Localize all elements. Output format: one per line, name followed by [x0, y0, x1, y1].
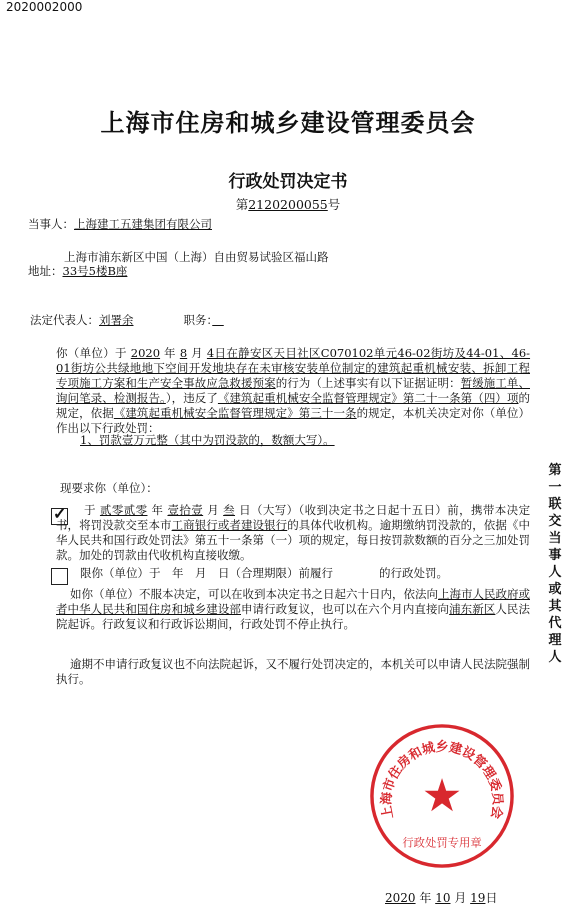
option2-text: 限你（单位）于 年 月 日（合理期限）前履行 的行政处罚。: [80, 566, 448, 580]
issue-day: 19: [470, 891, 486, 905]
para-text: 你（单位）于: [56, 346, 127, 360]
violated-law: 《建筑起重机械安全监督管理规定》第二十一条第（四）项: [217, 391, 519, 405]
para-text: 申请行政复议，也可以在六个月内直接向: [241, 602, 450, 616]
para-text: 的具体代收机构。逾期缴纳罚没款的，依据《中华人民共和国行政处罚法》第五十一条第（一）项的规定，每日按罚款数额的百分之三加处罚款。加处的罚款由代收机构直接收缴。: [56, 518, 530, 562]
requirement-heading: 现要求你（单位）：: [60, 481, 158, 495]
review-authority: 上海市人民政府或者中华人民共和国住房和城乡建设部: [56, 587, 530, 616]
decision-number-prefix: 第: [235, 197, 249, 212]
violation-day: 4日: [206, 346, 227, 360]
issue-date: [385, 889, 497, 906]
para-text: 人民法院起诉。行政复议和行政诉讼期间，行政处罚不停止执行。: [56, 602, 530, 631]
penalty-text: 1、罚款壹万元整（其中为罚没款的，数额大写）。: [80, 433, 335, 447]
position-label: 职务：: [183, 313, 213, 327]
para-text: 的规定，依据: [56, 391, 531, 420]
option2-checkbox[interactable]: [51, 566, 68, 585]
seal-ring-text: 上海市住房和城乡建设管理委员会: [379, 739, 505, 820]
option1-paragraph: [56, 503, 530, 563]
violation-act: 存在未审核安装单位制定的建筑起重机械安装、拆卸工程专项施工方案和生产安全事故应急救援预案: [56, 361, 530, 390]
legal-rep-label: 法定代表人：: [30, 313, 99, 327]
address-line2: [28, 264, 127, 279]
copy-note: 第一联 交当事人或其代理人: [548, 463, 575, 665]
pay-month: 壹拾壹: [167, 503, 204, 517]
court-district: 浦东新区: [449, 602, 496, 616]
decision-number-suffix: 号: [327, 197, 341, 212]
pay-day: 叁: [223, 503, 236, 517]
decision-number-value: 2120200055: [248, 197, 328, 212]
violation-month: 8: [179, 346, 188, 360]
legal-rep-name: 刘署余: [99, 313, 134, 327]
legal-rep-line: [30, 313, 224, 328]
para-text: 月: [207, 503, 220, 517]
para-text: 年: [151, 503, 164, 517]
issue-month: 10: [435, 891, 451, 905]
basis-law: 《建筑起重机械安全监督管理规定》第三十一条: [113, 406, 357, 420]
party-name: 上海建工五建集团有限公司: [74, 217, 212, 231]
document-title: 行政处罚决定书: [228, 172, 348, 192]
date-unit: 日: [485, 891, 498, 905]
para-text: 日（大写）（收到决定书之日起十五日）前，携带本决定书，将罚没款交至本市: [56, 503, 531, 532]
position-value: [212, 313, 224, 327]
enforcement-paragraph: 逾期不申请行政复议也不向法院起诉，又不履行处罚决定的，本机关可以申请人民法院强制执行。: [56, 657, 530, 686]
checkmark-icon: ✓: [53, 504, 67, 523]
para-text: 的规定，本机关决定对你（单位）作出以下行政处罚：: [56, 406, 530, 435]
address-label: 地址：: [28, 264, 63, 278]
document-id: 2020002000: [6, 0, 83, 14]
para-text: ），违反了: [165, 391, 218, 405]
address-value: 33号5楼B座: [62, 264, 128, 278]
decision-number: [0, 195, 576, 213]
party-line: [28, 217, 212, 232]
violation-location: 在静安区天目社区C070102单元46-02街坊及44-01、46-01街坊公共绿地地下空间开发地块: [56, 346, 531, 375]
issue-year: 2020: [385, 891, 416, 905]
violation-paragraph: [56, 346, 530, 436]
penalty-item: [80, 433, 335, 448]
date-unit: 月: [454, 891, 467, 905]
pay-year: 贰零贰零: [99, 503, 148, 517]
date-unit: 年: [419, 891, 432, 905]
para-text: 于: [84, 503, 96, 517]
evidence: 暂缓施工单、询问笔录、检测报告。: [56, 376, 530, 405]
para-text: 月: [191, 346, 203, 360]
appeal-paragraph: [56, 587, 530, 632]
bank-name: 工商银行或者建设银行: [171, 518, 288, 532]
para-text: 年: [164, 346, 176, 360]
official-seal: [368, 722, 516, 870]
party-label: 当事人：: [28, 217, 74, 231]
para-text: 的行为（上述事实有以下证据证明：: [275, 376, 461, 390]
seal-star-icon: ★: [421, 768, 463, 822]
seal-bottom-text: 行政处罚专用章: [402, 835, 482, 850]
para-text: 如你（单位）不服本决定，可以在收到本决定书之日起六十日内，依法向: [70, 587, 438, 601]
organization-name: 上海市住房和城乡建设管理委员会: [100, 109, 476, 137]
violation-year: 2020: [130, 346, 161, 360]
address-line1: 上海市浦东新区中国（上海）自由贸易试验区福山路: [64, 250, 329, 264]
